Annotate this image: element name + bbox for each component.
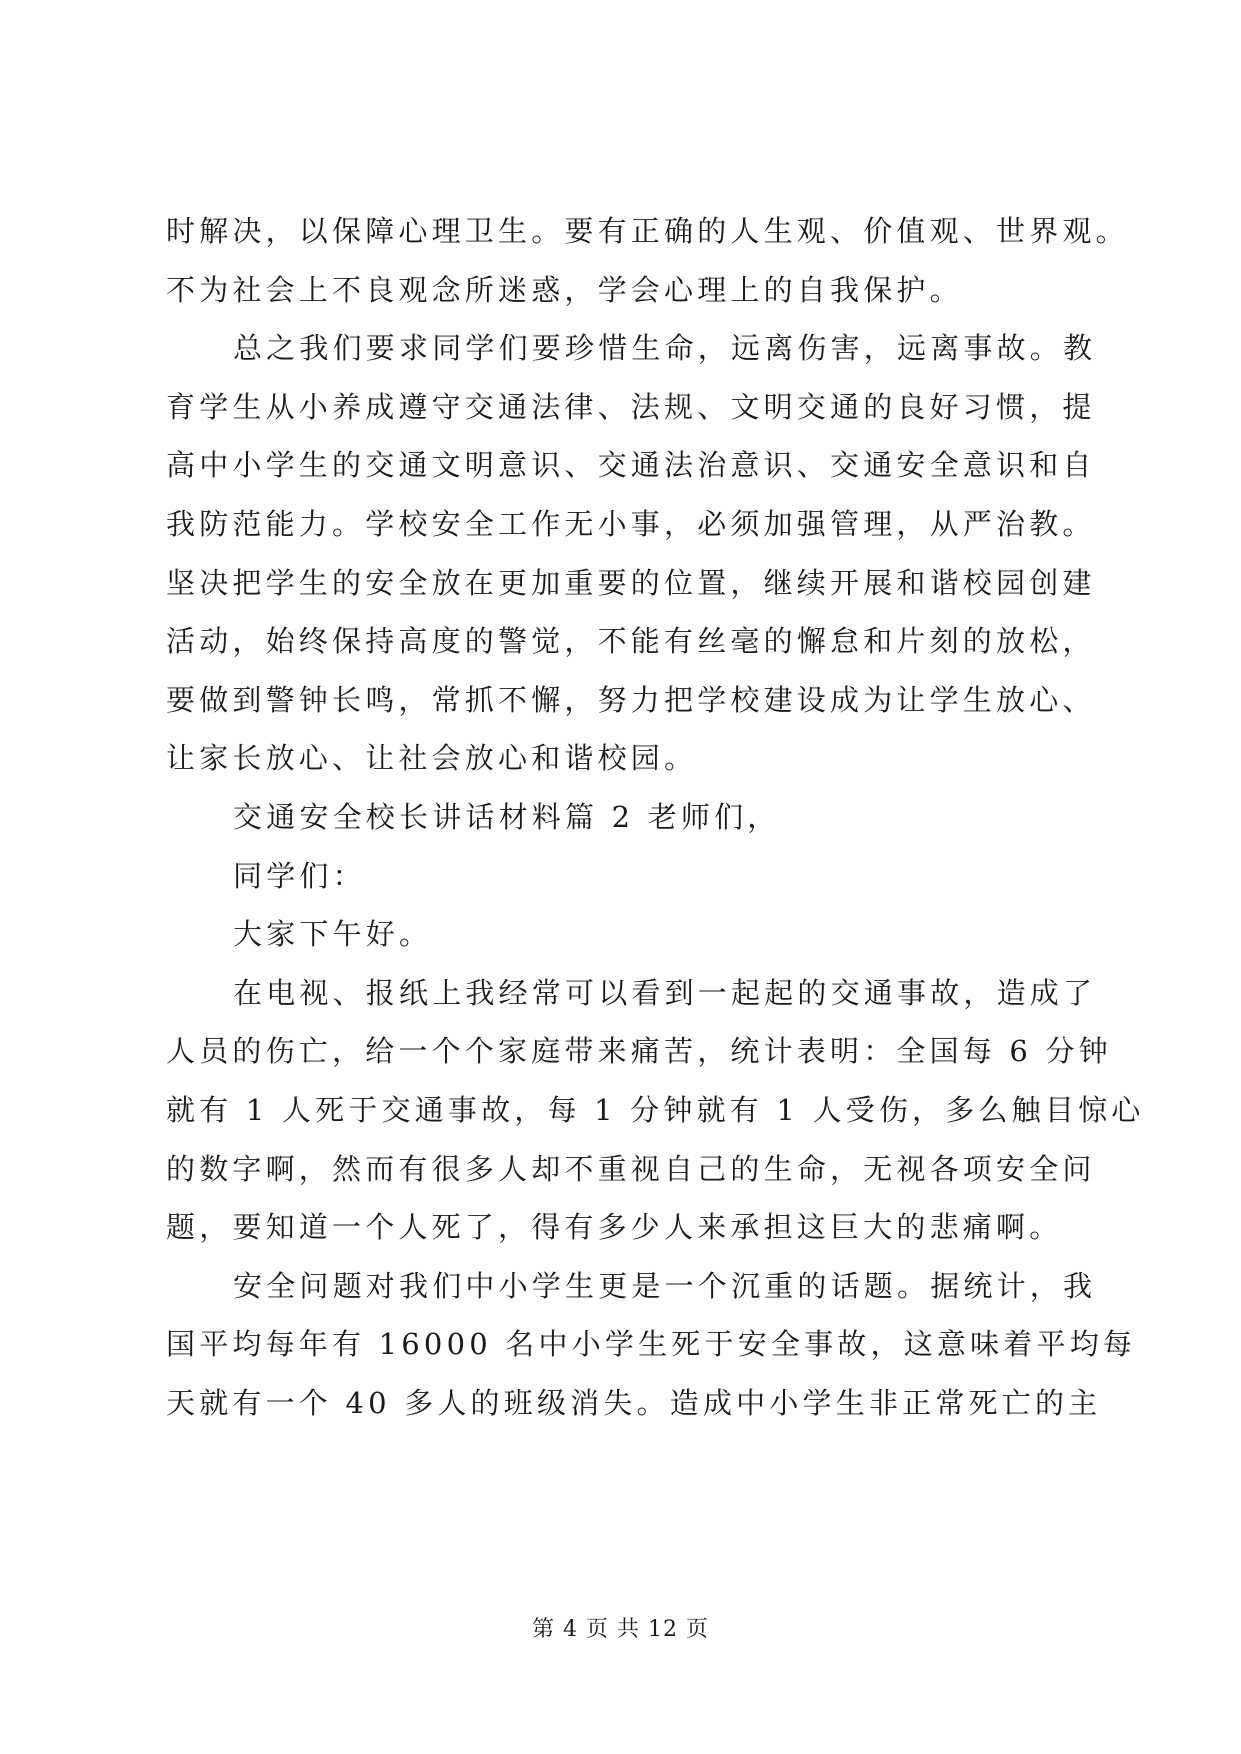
text-line: 国平均每年有 16000 名中小学生死于安全事故，这意味着平均每 (166, 1327, 1137, 1362)
text-line: 人员的伤亡，给一个个家庭带来痛苦，统计表明：全国每 6 分钟 (166, 1034, 1112, 1069)
text-line: 的数字啊，然而有很多人却不重视自己的生命，无视各项安全问 (166, 1151, 1096, 1186)
text-line: 活动，始终保持高度的警觉，不能有丝毫的懈怠和片刻的放松， (166, 624, 1096, 659)
text-line: 要做到警钟长鸣，常抓不懈，努力把学校建设成为让学生放心、 (166, 682, 1096, 717)
text-line: 在电视、报纸上我经常可以看到一起起的交通事故，造成了 (233, 975, 1097, 1010)
text-line: 交通安全校长讲话材料篇 2 老师们， (233, 799, 781, 834)
text-line: 让家长放心、让社会放心和谐校园。 (166, 741, 698, 776)
page-footer: 第 4 页 共 12 页 (532, 1617, 709, 1642)
document-body (166, 202, 1145, 1432)
text-line: 高中小学生的交通文明意识、交通法治意识、交通安全意识和自 (166, 448, 1096, 483)
text-line: 总之我们要求同学们要珍惜生命，远离伤害，远离事故。教 (233, 331, 1097, 366)
text-line: 时解决，以保障心理卫生。要有正确的人生观、价值观、世界观。 (166, 214, 1129, 248)
text-line: 育学生从小养成遵守交通法律、法规、文明交通的良好习惯，提 (166, 389, 1096, 424)
text-line: 大家下午好。 (233, 917, 433, 952)
text-line: 同学们： (233, 858, 366, 893)
text-line: 不为社会上不良观念所迷惑，学会心理上的自我保护。 (166, 272, 963, 307)
text-line: 我防范能力。学校安全工作无小事，必须加强管理，从严治教。 (166, 506, 1096, 541)
text-line: 坚决把学生的安全放在更加重要的位置，继续开展和谐校园创建 (166, 565, 1096, 600)
text-line: 安全问题对我们中小学生更是一个沉重的话题。据统计，我 (233, 1268, 1097, 1303)
text-line: 就有 1 人死于交通事故，每 1 分钟就有 1 人受伤，多么触目惊心 (166, 1092, 1145, 1127)
text-line: 天就有一个 40 多人的班级消失。造成中小学生非正常死亡的主 (166, 1385, 1102, 1420)
text-line: 题，要知道一个人死了，得有多少人来承担这巨大的悲痛啊。 (166, 1210, 1063, 1245)
